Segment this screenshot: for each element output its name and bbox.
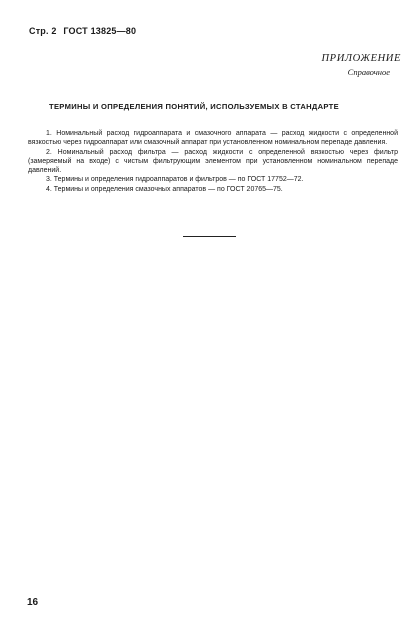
paragraph: 1. Номинальный расход гидроаппарата и смазочного аппарата — расход жидкости с определенной вязкостью через гидроаппарат или смазочный аппарат при установленном номинальном перепаде давления. <box>28 130 398 147</box>
end-divider <box>183 236 236 237</box>
paragraph: 2. Номинальный расход фильтра — расход жидкости с определенной вязкостью через фильтр (замеряемый на входе) с чистым фильтрующим элементом при установленном номинальном перепаде давлений. <box>28 148 398 175</box>
standard-designation: ГОСТ 13825—80 <box>63 26 137 36</box>
appendix-subtitle: Справочное <box>347 67 390 77</box>
paragraph: 3. Термины и определения гидроаппаратов и фильтров — по ГОСТ 17752—72. <box>46 176 304 184</box>
appendix-title: ПРИЛОЖЕНИЕ <box>321 53 401 64</box>
running-header <box>29 26 140 36</box>
paragraph: 4. Термины и определения смазочных аппаратов — по ГОСТ 20765—75. <box>46 185 283 193</box>
terms-body <box>28 129 398 194</box>
appendix-label <box>322 53 402 77</box>
page-label: Стр. 2 <box>29 26 57 36</box>
page-number: 16 <box>27 597 39 608</box>
section-heading: ТЕРМИНЫ И ОПРЕДЕЛЕНИЯ ПОНЯТИЙ, ИСПОЛЬЗУЕМЫХ В СТАНДАРТЕ <box>49 102 339 111</box>
